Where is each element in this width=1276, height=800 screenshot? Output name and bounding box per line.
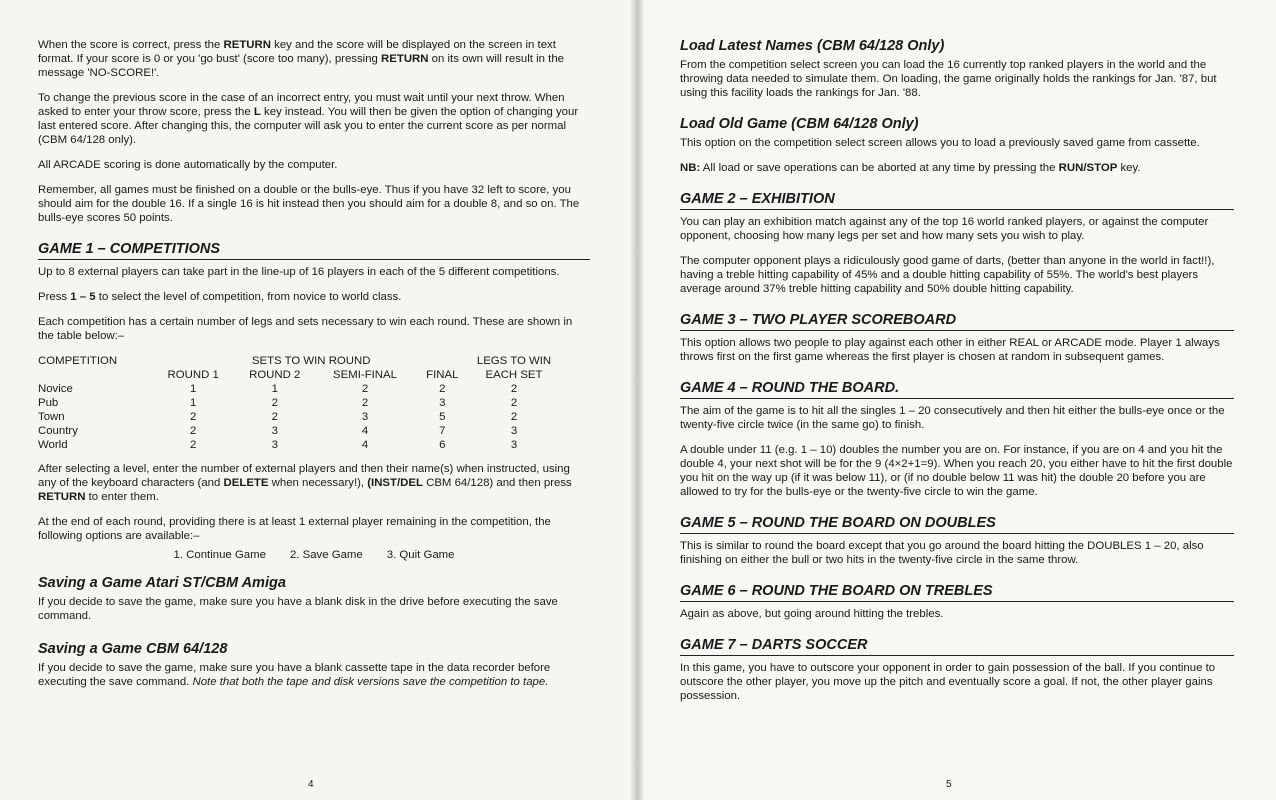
text: to enter them. bbox=[85, 491, 159, 503]
table-cell: 1 bbox=[190, 383, 197, 395]
table-cell: Town bbox=[38, 411, 65, 423]
options-list bbox=[38, 549, 590, 561]
table-cell-empty bbox=[38, 368, 152, 382]
subsection-heading: Load Old Game (CBM 64/128 Only) bbox=[680, 116, 919, 132]
option-save: 2. Save Game bbox=[289, 549, 363, 561]
table-header-legs: LEGS TO WIN EACH SET bbox=[476, 355, 552, 381]
paragraph: This option allows two people to play against each other in either REAL or ARCADE mode. Player 1 always throws first on the first game whereas the first player is chosen at random in subsequent games. bbox=[680, 337, 1220, 363]
paragraph: The computer opponent plays a ridiculously good game of darts, (better than anyone in the world in fact!!), having a treble hitting capability of 45% and a double hitting capability of 55%. The world's best players average around 37% treble hitting capability and 50% double hitting capability. bbox=[680, 255, 1215, 295]
key-text: 1 – 5 bbox=[70, 291, 96, 303]
text: to select the level of competition, from novice to world class. bbox=[95, 291, 402, 303]
paragraph bbox=[38, 38, 590, 80]
text: After selecting a level, enter the number of external players and then their name(s) when instructed, using any of the keyboard characters (and bbox=[38, 463, 570, 489]
table-header-final: FINAL bbox=[426, 369, 459, 381]
key-text: RETURN bbox=[381, 53, 429, 65]
paragraph bbox=[38, 91, 590, 147]
paragraph bbox=[680, 161, 1234, 175]
table-header-row bbox=[38, 354, 558, 368]
table-header-sets: SETS TO WIN ROUND bbox=[251, 355, 371, 367]
paragraph: From the competition select screen you can load the 16 currently top ranked players in the world and the throwing data needed to simulate them. On loading, the game originally holds the rankings for Jan. '87, but using this facility loads the rankings for Jan. '88. bbox=[680, 59, 1217, 99]
subsection-heading: Saving a Game CBM 64/128 bbox=[38, 641, 228, 657]
paragraph: Remember, all games must be finished on a double or the bulls-eye. Thus if you have 32 left to score, you should aim for the double 16. If a single 16 is hit instead then you should aim for a double 8, and so on. The bulls-eye scores 50 points. bbox=[38, 184, 580, 224]
table-cell: Pub bbox=[38, 397, 59, 409]
text: when necessary!), bbox=[268, 477, 368, 489]
table-header-round1: ROUND 1 bbox=[167, 369, 219, 381]
paragraph: You can play an exhibition match against any of the top 16 world ranked players, or against the computer opponent, choosing how many legs per set and how many sets you wish to play. bbox=[680, 216, 1209, 242]
table-cell: 2 bbox=[271, 411, 278, 423]
text: on its own will result in the message 'NO-SCORE!'. bbox=[38, 53, 564, 79]
table-cell: 3 bbox=[510, 439, 518, 451]
table-cell: 3 bbox=[271, 425, 278, 437]
section-heading: GAME 2 – EXHIBITION bbox=[680, 191, 1234, 210]
table-row bbox=[38, 410, 558, 424]
paragraph: Each competition has a certain number of legs and sets necessary to win each round. These are shown in the table below:– bbox=[38, 316, 573, 342]
table-header-competition: COMPETITION bbox=[38, 355, 118, 367]
table-cell: 2 bbox=[510, 397, 518, 409]
text: key instead. You will then be given the option of changing your last entered score. After changing this, the computer will ask you to enter the current score as per normal (CBM 64/128 only). bbox=[38, 106, 579, 146]
italic-text: Note that both the tape and disk versions save the competition to tape. bbox=[192, 676, 549, 688]
table-cell: 2 bbox=[439, 383, 446, 395]
table-cell: 2 bbox=[510, 411, 518, 423]
paragraph: Again as above, but going around hitting the trebles. bbox=[680, 608, 944, 620]
option-quit: 3. Quit Game bbox=[386, 549, 455, 561]
table-cell: 2 bbox=[190, 439, 197, 451]
table-cell: 2 bbox=[361, 383, 369, 395]
table-cell: 7 bbox=[439, 425, 446, 437]
paragraph: Up to 8 external players can take part in the line-up of 16 players in each of the 5 different competitions. bbox=[38, 266, 560, 278]
key-text: L bbox=[253, 106, 261, 118]
competition-table bbox=[38, 354, 558, 452]
table-header-semi: SEMI-FINAL bbox=[333, 369, 397, 381]
table-cell: 2 bbox=[271, 397, 278, 409]
table-cell: 2 bbox=[361, 397, 369, 409]
key-text: RUN/STOP bbox=[1058, 162, 1118, 174]
page-gutter bbox=[630, 0, 644, 800]
option-continue: 1. Continue Game bbox=[173, 549, 266, 561]
table-cell: 2 bbox=[190, 411, 197, 423]
table-header-round2: ROUND 2 bbox=[249, 369, 301, 381]
text: To change the previous score in the case of an incorrect entry, you must wait until your next throw. When asked to enter your throw score, press the bbox=[38, 92, 565, 118]
paragraph bbox=[38, 661, 590, 689]
table-cell: 2 bbox=[510, 383, 518, 395]
left-page bbox=[0, 0, 636, 800]
table-cell: World bbox=[38, 439, 68, 451]
subsection-heading: Load Latest Names (CBM 64/128 Only) bbox=[680, 38, 945, 54]
paragraph bbox=[38, 290, 590, 304]
text: All load or save operations can be aborted at any time by pressing the bbox=[700, 162, 1059, 174]
table-cell: 1 bbox=[271, 383, 278, 395]
note-label: NB: bbox=[680, 162, 701, 174]
table-cell: 5 bbox=[439, 411, 446, 423]
paragraph: This is similar to round the board except that you go around the board hitting the DOUBLES 1 – 20, also finishing on either the bull or two hits in the twenty-five circle in the same throw. bbox=[680, 540, 1204, 566]
page-number: 5 bbox=[946, 779, 952, 790]
table-cell: 4 bbox=[361, 425, 369, 437]
text: CBM 64/128) and then press bbox=[422, 477, 572, 489]
table-cell: 1 bbox=[190, 397, 197, 409]
text: When the score is correct, press the bbox=[38, 39, 224, 51]
table-cell: 3 bbox=[271, 439, 278, 451]
table-cell: 3 bbox=[361, 411, 369, 423]
key-text: RETURN bbox=[223, 39, 271, 51]
paragraph: In this game, you have to outscore your opponent in order to gain possession of the ball. If you continue to outscore the other player, you move up the pitch and eventually score a goal. If not, the other player gains possession. bbox=[680, 662, 1216, 702]
section-heading: GAME 4 – ROUND THE BOARD. bbox=[680, 380, 1234, 399]
table-row bbox=[38, 396, 558, 410]
paragraph: All ARCADE scoring is done automatically by the computer. bbox=[38, 159, 338, 171]
section-heading: GAME 3 – TWO PLAYER SCOREBOARD bbox=[680, 312, 1234, 331]
table-cell: 6 bbox=[439, 439, 446, 451]
table-cell: Novice bbox=[38, 383, 73, 395]
paragraph: If you decide to save the game, make sure you have a blank disk in the drive before executing the save command. bbox=[38, 596, 558, 622]
section-heading: GAME 5 – ROUND THE BOARD ON DOUBLES bbox=[680, 515, 1234, 534]
section-heading: GAME 7 – DARTS SOCCER bbox=[680, 637, 1234, 656]
section-heading: GAME 1 – COMPETITIONS bbox=[38, 241, 590, 260]
table-cell: Country bbox=[38, 425, 78, 437]
paragraph: The aim of the game is to hit all the singles 1 – 20 consecutively and then hit either the bulls-eye once or the twenty-five circle twice (in the same go) to finish. bbox=[680, 405, 1225, 431]
table-cell: 2 bbox=[190, 425, 197, 437]
text: key. bbox=[1117, 162, 1141, 174]
key-text: RETURN bbox=[38, 491, 86, 503]
table-cell: 3 bbox=[439, 397, 446, 409]
right-page bbox=[636, 0, 1276, 800]
table-row bbox=[38, 382, 558, 396]
subsection-heading: Saving a Game Atari ST/CBM Amiga bbox=[38, 575, 286, 591]
table-cell: 3 bbox=[510, 425, 518, 437]
page-number: 4 bbox=[308, 779, 314, 790]
table-row bbox=[38, 438, 558, 452]
paragraph: At the end of each round, providing there is at least 1 external player remaining in the competition, the following options are available:– bbox=[38, 516, 551, 542]
key-text: DELETE bbox=[223, 477, 269, 489]
paragraph: This option on the competition select screen allows you to load a previously saved game from cassette. bbox=[680, 137, 1200, 149]
table-row bbox=[38, 424, 558, 438]
paragraph bbox=[38, 462, 590, 504]
section-heading: GAME 6 – ROUND THE BOARD ON TREBLES bbox=[680, 583, 1234, 602]
table-cell: 4 bbox=[361, 439, 369, 451]
text: Press bbox=[38, 291, 71, 303]
text: key and the score will be displayed on the screen in text format. If your score is 0 or you 'go bust' (score too many), pressing bbox=[38, 39, 556, 65]
key-text: (INST/DEL bbox=[367, 477, 423, 489]
paragraph: A double under 11 (e.g. 1 – 10) doubles the number you are on. For instance, if you are on 4 and you hit the double 4, your next shot will be for the 9 (4×2+1=9). When you reach 20, you either have to hit the first double you hit on the way up (if it was below 11), or (if no double below 11 was hit) the double 20 before you are allowed to try for the bulls-eye or the twenty-five circle to win the game. bbox=[680, 444, 1233, 498]
text: If you decide to save the game, make sure you have a blank cassette tape in the data recorder before executing the save command. bbox=[38, 662, 551, 688]
